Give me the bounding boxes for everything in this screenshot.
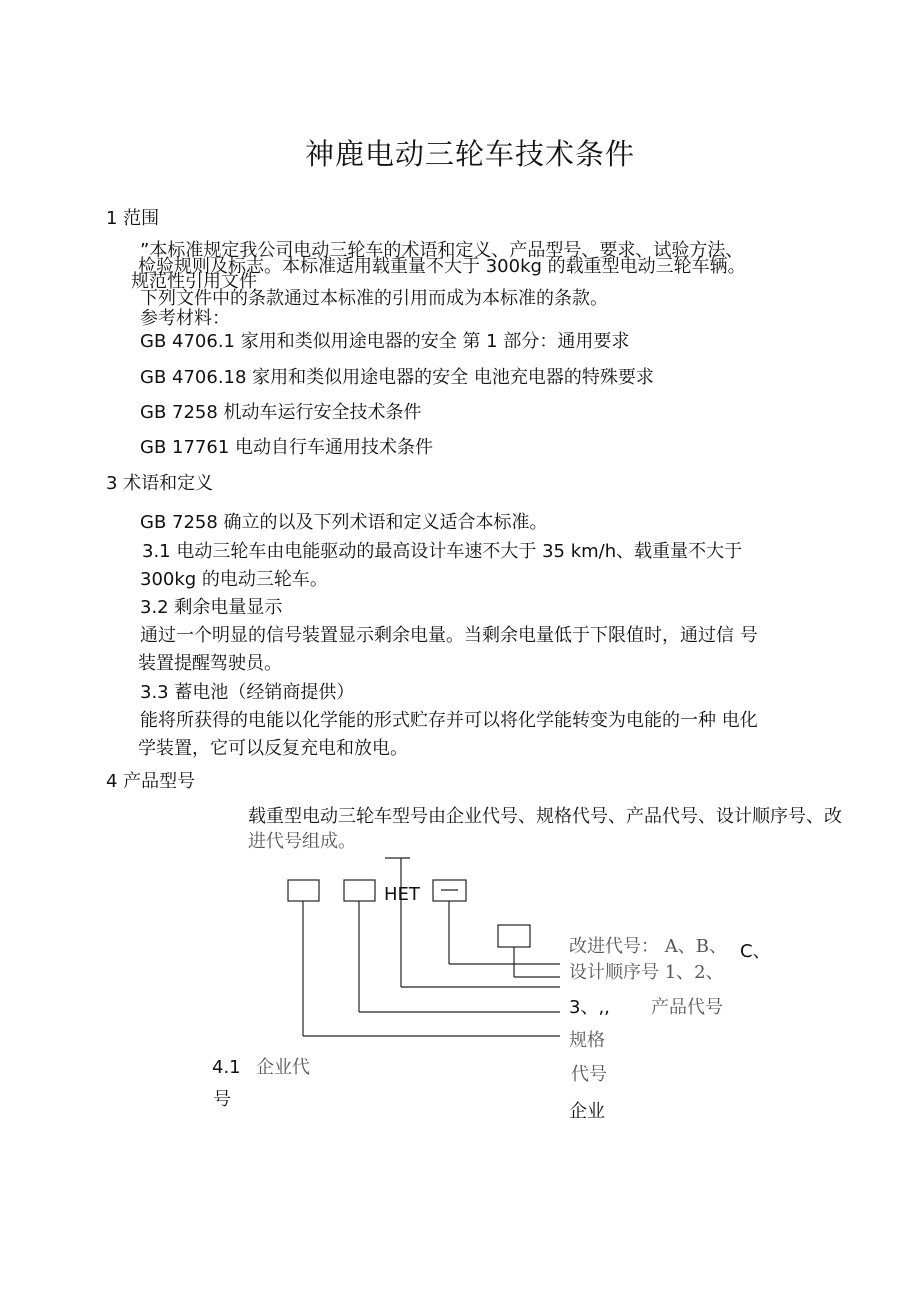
term-3-1-line-1: 3.1 电动三轮车由电能驱动的最高设计车速不大于 35 km/h、载重量不大于 bbox=[142, 541, 743, 562]
normative-intro: 下列文件中的条款通过本标准的引用而成为本标准的条款。 bbox=[140, 288, 608, 309]
document-title: 神鹿电动三轮车技术条件 bbox=[305, 137, 636, 171]
design-seq-label: 设计顺序号 1、2、 bbox=[569, 962, 724, 983]
improve-code-box bbox=[498, 925, 530, 947]
design-seq-3: 3、,, bbox=[569, 997, 610, 1018]
reference-item: GB 4706.18 家用和类似用途电器的安全 电池充电器的特殊要求 bbox=[140, 367, 654, 388]
scope-line-2: 检验规则及标志。本标准适用载重量不大于 300kg 的载重型电动三轮车辆。 bbox=[138, 256, 746, 277]
reference-item: GB 17761 电动自行车通用技术条件 bbox=[140, 437, 433, 458]
subsection-4-1-title: 企业代 bbox=[256, 1057, 310, 1078]
term-3-2-line-2: 装置提醒驾驶员。 bbox=[138, 653, 282, 674]
subsection-4-1-title-cont: 号 bbox=[213, 1089, 231, 1110]
spec-code-label-1: 规格 bbox=[569, 1030, 605, 1051]
spec-code-box bbox=[344, 880, 375, 901]
term-3-3-title: 3.3 蓄电池（经销商提供） bbox=[140, 682, 355, 703]
enterprise-code-box bbox=[288, 880, 319, 901]
section-2-heading: 规范性引用文件 bbox=[131, 271, 257, 292]
term-3-3-line-1: 能将所获得的电能以化学能的形式贮存并可以将化学能转变为电能的一种 电化 bbox=[140, 710, 758, 731]
spec-code-label-2: 代号 bbox=[571, 1064, 607, 1085]
model-desc-line-2: 进代号组成。 bbox=[248, 831, 356, 852]
term-3-1-line-2: 300kg 的电动三轮车。 bbox=[140, 569, 328, 590]
improve-code-label: 改进代号： A、B、 bbox=[569, 936, 727, 957]
scope-line-1: ”本标准规定我公司电动三轮车的术语和定义、产品型号、要求、试验方法、 bbox=[140, 240, 744, 261]
product-code-label: 产品代号 bbox=[651, 997, 723, 1018]
term-3-2-line-1: 通过一个明显的信号装置显示剩余电量。当剩余电量低于下限值时，通过信 号 bbox=[140, 625, 758, 646]
improve-code-c: C、 bbox=[740, 941, 771, 962]
term-3-3-line-2: 学装置，它可以反复充电和放电。 bbox=[138, 738, 408, 759]
reference-label: 参考材料： bbox=[140, 308, 230, 329]
section-4-heading: 4 产品型号 bbox=[106, 771, 196, 792]
terms-intro: GB 7258 确立的以及下列术语和定义适合本标准。 bbox=[140, 512, 548, 533]
section-1-heading: 1 范围 bbox=[106, 208, 160, 229]
term-3-2-title: 3.2 剩余电量显示 bbox=[140, 597, 283, 618]
het-label: HET bbox=[384, 884, 420, 905]
subsection-4-1-number: 4.1 bbox=[212, 1057, 241, 1078]
section-3-heading: 3 术语和定义 bbox=[106, 473, 214, 494]
model-desc-line-1: 载重型电动三轮车型号由企业代号、规格代号、产品代号、设计顺序号、改 bbox=[248, 806, 842, 827]
enterprise-label: 企业 bbox=[569, 1101, 605, 1122]
reference-item: GB 7258 机动车运行安全技术条件 bbox=[140, 402, 422, 423]
reference-item: GB 4706.1 家用和类似用途电器的安全 第 1 部分：通用要求 bbox=[140, 331, 630, 352]
